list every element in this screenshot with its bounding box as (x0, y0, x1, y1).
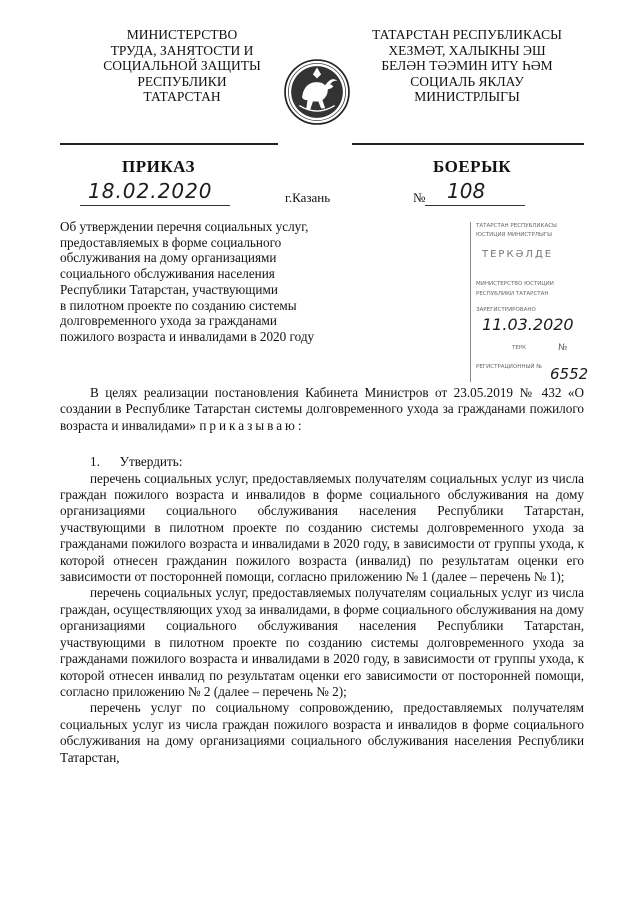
stamp-registration-date: 11.03.2020 (482, 315, 574, 334)
list-paragraph: перечень социальных услуг, предоставляемых получателям социальных услуг из числа граждан пожилого возраста и инвалидов в форме социального обслуживания на дому организациями социального обслуживания населения Республики Татарстан, участвующими в пилотном проекте по созданию системы долговременного ухода за гражданами пожилого возраста и инвалидами в 2020 году, в зависимости от группы ухода, к которой отнесен гражданин пожилого возраста (инвалид) по результатам оценки его зависимости от посторонней помощи, согласно приложению № 1 (далее – перечень № 1); (60, 470, 584, 585)
title-line: в пилотном проекте по созданию системы (60, 297, 297, 313)
header-left-line: ТАТАРСТАН (143, 89, 221, 104)
header-right-line: СОЦИАЛЬ ЯКЛАУ (410, 73, 524, 89)
list-paragraph: перечень услуг по социальному сопровождению, предоставляемых получателям социальных услуг из числа граждан пожилого возраста и инвалидов в форме социального обслуживания на дому организациями социального обслуживания населения Республики Татарстан, (60, 700, 584, 765)
stamp-text: ТЕРК (512, 345, 527, 351)
order-date: 18.02.2020 (88, 179, 213, 203)
list-paragraph: перечень социальных услуг, предоставляемых получателям социальных услуг из числа граждан, осуществляющих уход за инвалидами, в форме социального обслуживания на дому организациями социального обслуживания населения Республики Татарстан, участвующими в пилотном проекте по созданию системы долговременного ухода за гражданами пожилого возраста и инвалидами в 2020 году, в зависимости от группы ухода, к которой отнесен инвалид по результатам оценки его зависимости от посторонней помощи, согласно приложению № 2 (далее – перечень № 2); (60, 585, 584, 699)
item-1-heading: 1. Утвердить: (90, 454, 183, 470)
stamp-registration-number: 6552 (550, 365, 589, 383)
header-left-line: ТРУДА, ЗАНЯТОСТИ И (110, 42, 254, 58)
number-underline (425, 205, 525, 206)
stamp-text: ТАТАРСТАН РЕСПУБЛИКАСЫ (476, 223, 557, 229)
header-divider-right (352, 143, 584, 145)
header-left-line: СОЦИАЛЬНОЙ ЗАЩИТЫ (103, 58, 261, 73)
date-underline (80, 205, 230, 206)
number-label: № (413, 190, 426, 205)
header-right-line: МИНИСТРЛЫГЫ (414, 89, 520, 104)
header-left-line: МИНИСТЕРСТВО (126, 27, 238, 42)
order-title (60, 219, 380, 345)
title-line: обслуживания на дому организациями (60, 250, 277, 266)
order-body (60, 385, 584, 766)
preamble-order-word: приказываю: (199, 417, 305, 433)
header-right-line: БЕЛӘН ТӘЭМИН ИТҮ ҺӘМ (381, 58, 553, 73)
stamp-border (470, 222, 471, 382)
header-right-line: ХЕЗМӘТ, ХАЛЫКНЫ ЭШ (388, 42, 546, 58)
doc-type-russian: ПРИКАЗ (122, 157, 195, 176)
header-left-line: РЕСПУБЛИКИ (137, 73, 227, 89)
ministry-name-russian (82, 27, 282, 105)
title-line: социального обслуживания населения (60, 266, 275, 282)
ministry-name-tatar (352, 27, 582, 105)
city: г.Казань (285, 190, 331, 205)
stamp-text: РЕГИСТРАЦИОННЫЙ № (476, 364, 542, 370)
title-line: Республики Татарстан, участвующими (60, 281, 278, 297)
justice-registration-stamp (462, 219, 594, 385)
stamp-number-label: № (558, 343, 568, 353)
header-divider-left (60, 143, 278, 145)
tatarstan-coat-of-arms-icon (283, 58, 351, 126)
title-line: пожилого возраста и инвалидами в 2020 году (60, 328, 315, 344)
title-line: Об утверждении перечня социальных услуг, (60, 219, 309, 234)
order-number: 108 (447, 179, 486, 203)
preamble (60, 385, 584, 434)
stamp-text: РЕСПУБЛИКИ ТАТАРСТАН (476, 291, 549, 297)
title-line: предоставляемых в форме социального (60, 234, 282, 250)
header-right-line: ТАТАРСТАН РЕСПУБЛИКАСЫ (372, 27, 562, 42)
stamp-text: ЗАРЕГИСТРИРОВАНО (476, 307, 536, 313)
title-line: долговременного ухода за гражданами (60, 313, 277, 329)
stamp-text: МИНИСТЕРСТВО ЮСТИЦИИ (476, 281, 554, 287)
preamble-text: В целях реализации постановления Кабинета Министров от 23.05.2019 № 432 «О создании в Республике Татарстан системы долговременного ухода за гражданами пожилого возраста и инвалидами» (60, 385, 584, 433)
stamp-registered-label: ТЕРКӘЛДЕ (482, 249, 554, 260)
doc-type-tatar: БОЕРЫК (433, 157, 512, 176)
stamp-text: ЮСТИЦИЯ МИНИСТРЛЫГЫ (476, 232, 553, 238)
